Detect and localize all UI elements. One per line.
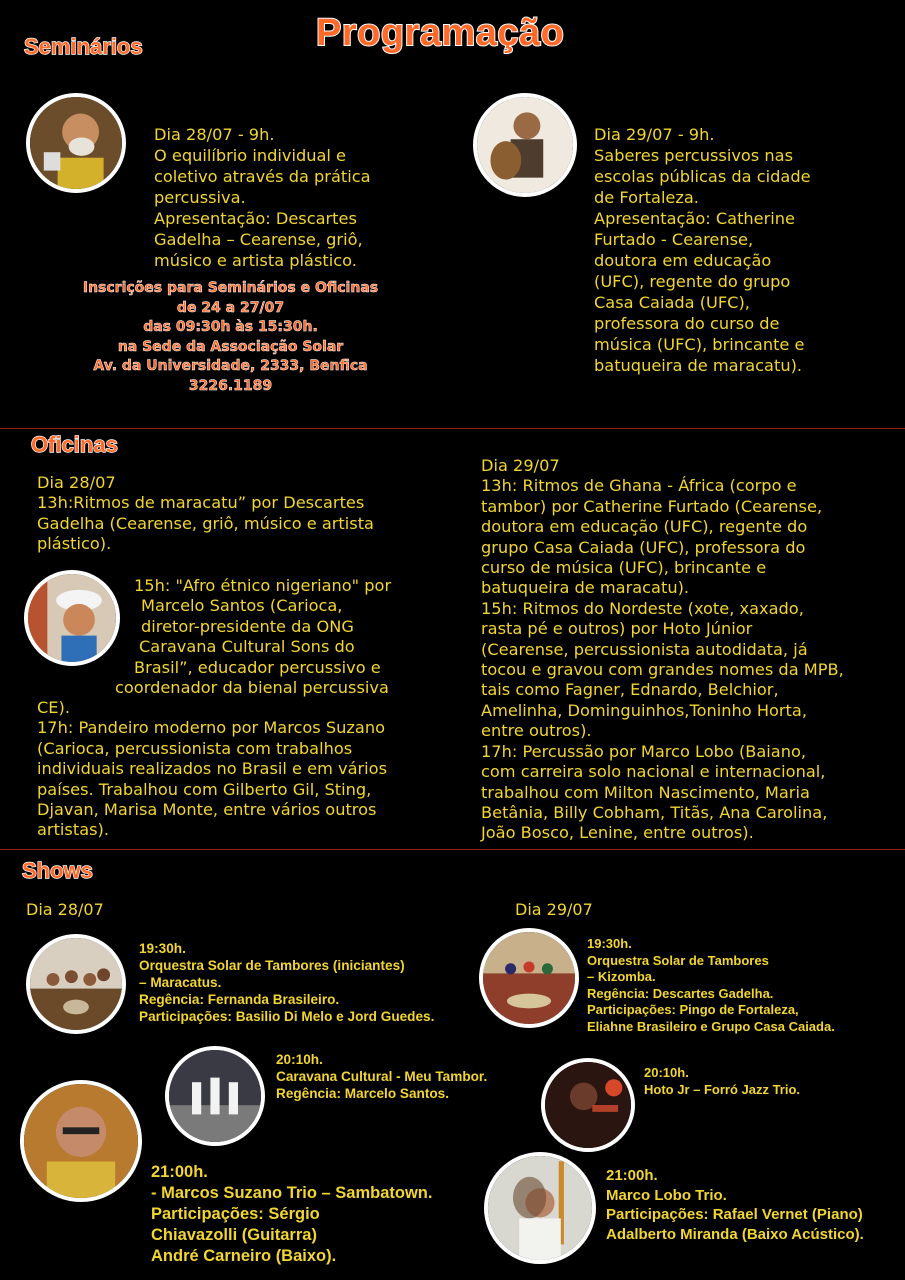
section-divider [0, 849, 905, 850]
oficina-left-top: Dia 28/07 13h:Ritmos de maracatu” por Descartes Gadelha (Cearense, griô, músico e artista plástico). [37, 473, 374, 554]
page-title: Programação [316, 12, 565, 54]
speaker-photo-catherine [473, 93, 577, 197]
speaker-photo-descartes [26, 93, 126, 193]
inscricoes-info: Inscrições para Seminários e Oficinas de 24 a 27/07 das 09:30h às 15:30h. na Sede da Associação Solar Av. da Universidade, 2333, Benfica 3226.1189 [82, 280, 379, 394]
shows-left-day: Dia 28/07 [26, 900, 104, 919]
section-divider [0, 428, 905, 429]
show-photo-marcos-suzano [20, 1080, 142, 1202]
show-photo-hoto-jr [541, 1058, 635, 1152]
show-photo-marco-lobo [484, 1152, 596, 1264]
show-left-1930: 19:30h. Orquestra Solar de Tambores (iniciantes) – Maracatus. Regência: Fernanda Brasileiro. Participações: Basilio Di Melo e Jord Guedes. [139, 941, 435, 1024]
oficinas-heading: Oficinas [31, 432, 118, 457]
show-right-2010: 20:10h. Hoto Jr – Forró Jazz Trio. [644, 1065, 801, 1097]
show-left-2100: 21:00h. - Marcos Suzano Trio – Sambatown. Participações: Sérgio Chiavazolli (Guitarra) André Carneiro (Baixo). [151, 1163, 433, 1265]
seminario-right-text: Dia 29/07 - 9h. Saberes percussivos nas escolas públicas da cidade de Fortaleza. Apresentação: Catherine Furtado - Cearense, doutora em educação (UFC), regente do grupo Casa Caiada (UFC), professora do curso de música (UFC), brincante e batuqueira de maracatu). [594, 125, 811, 375]
speaker-photo-marcelo [24, 570, 120, 666]
oficina-left-indented: 15h: "Afro étnico nigeriano" por Marcelo Santos (Carioca, diretor-presidente da ONG Caravana Cultural Sons do Brasil”, educador percussivo e coordenador da bienal percussiva [115, 576, 392, 698]
show-right-1930: 19:30h. Orquestra Solar de Tambores – Kizomba. Regência: Descartes Gadelha. Participações: Pingo de Fortaleza, Eliahne Brasileiro e Grupo Casa Caiada. [587, 936, 835, 1034]
show-photo-orquestra-maracatus [26, 934, 126, 1034]
oficina-right-text: Dia 29/07 13h: Ritmos de Ghana - África (corpo e tambor) por Catherine Furtado (Cearense, doutora em educação (UFC), regente do grupo Casa Caiada (UFC), professora do curso de música (UFC), brincante e batuqueira de maracatu). 15h: Ritmos do Nordeste (xote, xaxado, rasta pé e outros) por Hoto Júnior (Cearense, percussionista autodidata, já tocou e gravou com grandes nomes da MPB, tais como Fagner, Ednardo, Belchior, Amelinha, Dominguinhos,Toninho Horta, entre outros). 17h: Percussão por Marco Lobo (Baiano, com carreira solo nacional e internacional, trabalhou com Milton Nascimento, Maria Betânia, Billy Cobham, Titãs, Ana Carolina, João Bosco, Lenine, entre outros). [481, 456, 844, 843]
seminario-left-text: Dia 28/07 - 9h. O equilíbrio individual e coletivo através da prática percussiva. Apresentação: Descartes Gadelha – Cearense, griô, músico e artista plástico. [154, 125, 371, 270]
oficina-left-bottom: CE). 17h: Pandeiro moderno por Marcos Suzano (Carioca, percussionista com trabalhos individuais realizados no Brasil e em vários países. Trabalhou com Gilberto Gil, Sting, Djavan, Marisa Monte, entre vários outros artistas). [37, 698, 388, 840]
show-left-2010: 20:10h. Caravana Cultural - Meu Tambor. Regência: Marcelo Santos. [276, 1052, 488, 1101]
show-photo-orquestra-kizomba [479, 928, 579, 1028]
shows-right-day: Dia 29/07 [515, 900, 593, 919]
show-right-2100: 21:00h. Marco Lobo Trio. Participações: Rafael Vernet (Piano) Adalberto Miranda (Baixo Acústico). [606, 1167, 864, 1243]
show-photo-caravana-cultural [165, 1046, 265, 1146]
shows-heading: Shows [22, 858, 93, 883]
seminarios-heading: Seminários [24, 34, 143, 59]
